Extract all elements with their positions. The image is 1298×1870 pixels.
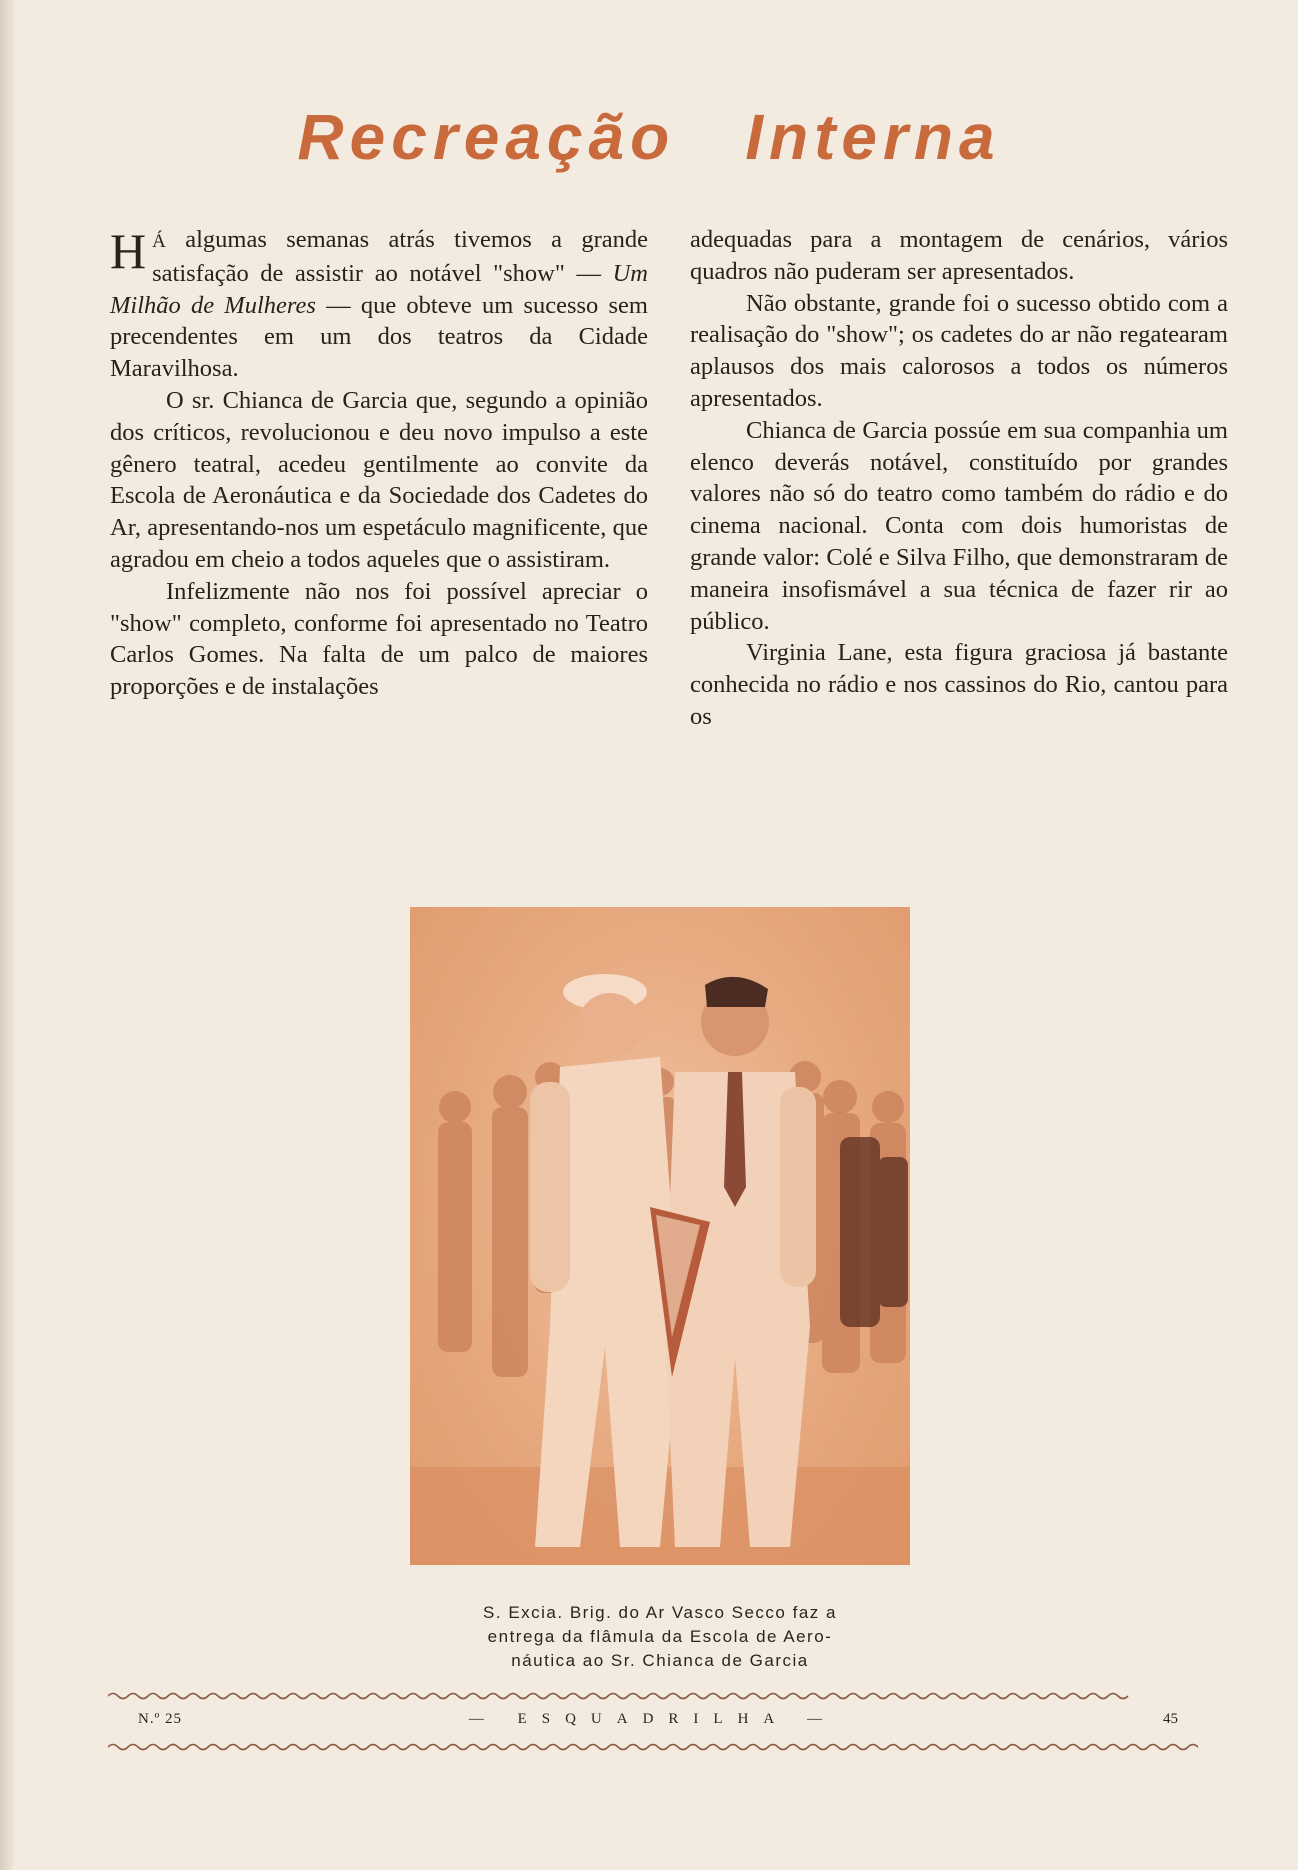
left-paragraph-3: Infelizmente não nos foi possível apreciar o "show" completo, conforme foi apresentado no Teatro Carlos Gomes. Na falta de um palco de maiores proporções e de instalações [110,577,648,701]
caption-line-2: entrega da flâmula da Escola de Aero- [487,1627,833,1646]
left-column [110,224,648,703]
wave-divider-bottom [108,1741,1198,1753]
right-paragraph-3: Chianca de Garcia possúe em sua companhia um elenco deverás notável, constituído por grandes valores não só do teatro como também do rádio e do cinema nacional. Conta com dois humoristas de grande valor: Colé e Silva Filho, que demonstraram de maneira insofismável a sua técnica de fazer rir ao público. [690,416,1228,635]
caption-line-3: náutica ao Sr. Chianca de Garcia [511,1651,809,1670]
right-paragraph-2: Não obstante, grande foi o sucesso obtido com a realisação do "show"; os cadetes do ar não regatearam aplausos dos mais calorosos a todos os números apresentados. [690,289,1228,412]
article-title [0,100,1298,174]
right-paragraph-4: Virginia Lane, esta figura graciosa já bastante conhecida no rádio e nos cassinos do Rio, cantou para os [690,639,1228,730]
left-p1-text: algumas semanas atrás tivemos a grande satisfação de assistir ao notável "show" — [152,226,648,287]
left-paragraph-1 [110,224,648,385]
right-paragraph-1: adequadas para a montagem de cenários, vários quadros não puderam ser apresentados. [690,226,1228,285]
wave-divider-top [108,1690,1198,1702]
left-p1-end: — que obteve um sucesso sem precendentes em um dos teatros da Cidade Maravilhosa. [110,291,648,383]
magazine-name: — ESQUADRILHA — [468,1711,838,1727]
photo-illustration [410,907,910,1565]
caption-line-1: S. Excia. Brig. do Ar Vasco Secco faz a [483,1603,837,1622]
article-photo [410,907,910,1565]
photo-caption [410,1601,910,1673]
page-edge [0,0,14,1870]
show-title-italic: Um Milhão de Mulheres [110,259,648,319]
page-number: 45 [1163,1711,1178,1727]
title-word-2: Interna [745,101,1001,173]
issue-number: N.º 25 [138,1711,182,1727]
title-word-1: Recreação [297,101,676,173]
drop-cap-tail: Á [152,231,166,252]
drop-cap: H [110,223,147,279]
left-paragraph-2: O sr. Chianca de Garcia que, segundo a opinião dos críticos, revolucionou e deu novo impulso a este gênero teatral, acedeu gentilmente ao convite da Escola de Aeronáutica e da Sociedade dos Cadetes do Ar, apresentando-nos um espetáculo magnificente, que agradou em cheio a todos aqueles que o assistiram. [110,386,648,573]
right-column [690,224,1228,733]
